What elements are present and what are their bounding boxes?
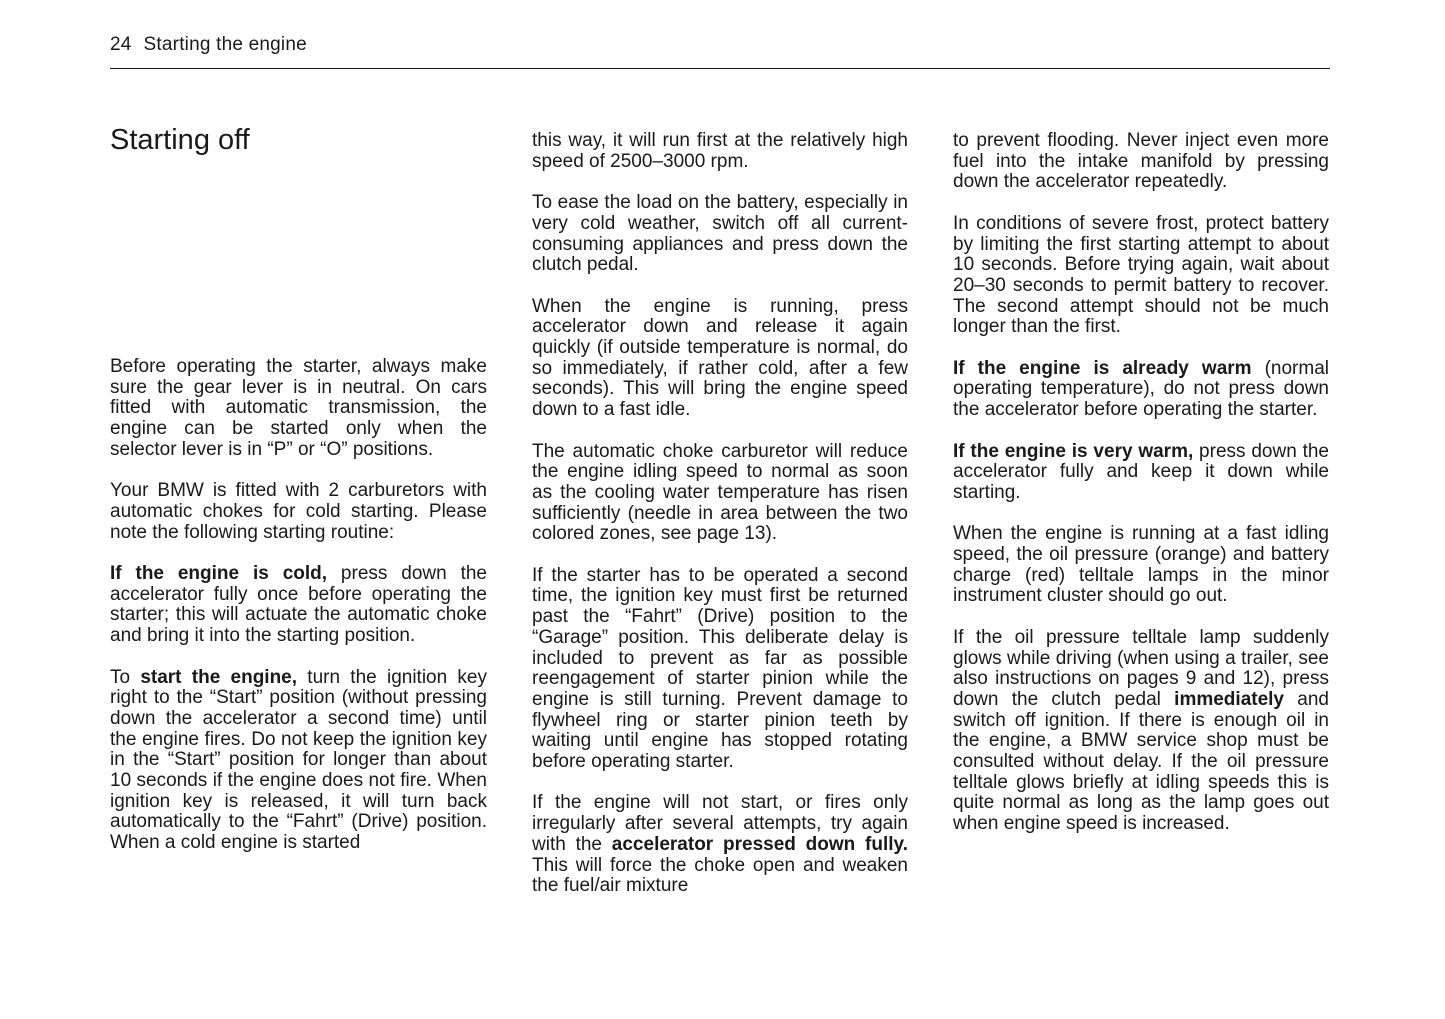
bold-lead: start the engine, [140,666,298,688]
paragraph: If the engine will not start, or fires only irregularly after several attempts, try again with the accelerator pressed down fully. This will force the choke open and weaken the fuel/air mixture [532,792,908,897]
paragraph: If the engine is already warm (normal operating temperature), do not press down the accelerator before operating the starter. [953,357,1329,421]
paragraph: If the engine is very warm, press down the accelerator fully and keep it down while starting. [953,440,1329,503]
paragraph: If the engine is cold, press down the accelerator fully once before operating the starter; this will actuate the automatic choke and bring it into the starting position. [110,563,487,647]
paragraph: When the engine is running, press accelerator down and release it again quickly (if outside temperature is normal, do so immediately, if rather cold, after a few seconds). This will bring the engine speed down to a fast idle. [532,295,908,421]
bold-emphasis: accelerator pressed down fully. [611,833,908,855]
text-column-1 [110,357,487,875]
header-rule [110,68,1330,69]
paragraph: If the oil pressure telltale lamp suddenly glows while driving (when using a trailer, see also instructions on pages 9 and 12), press down the clutch pedal immediately and switch off ignition. If there is enough oil in the engine, a BMW service shop must be consulted without delay. If the oil pressure telltale glows briefly at idling speeds this is quite normal as long as the lamp goes out when engine speed is increased. [953,626,1330,835]
paragraph: If the starter has to be operated a second time, the ignition key must first be returned past the “Fahrt” (Drive) position to the “Garage” position. This deliberate delay is included to prevent as far as possible reengagement of starter pinion while the engine is still turning. Prevent damage to flywheel ring or starter pinion teeth by waiting until engine has stopped rotating before operating starter. [532,564,908,773]
section-title: Starting off [110,124,250,156]
bold-lead: If the engine is already warm [953,357,1252,379]
paragraph: this way, it will run first at the relatively high speed of 2500–3000 rpm. [532,130,908,172]
bold-lead: If the engine is very warm, [953,440,1194,462]
running-head: Starting the engine [143,34,307,55]
text-column-3 [953,131,1329,856]
paragraph: Before operating the starter, always make sure the gear lever is in neutral. On cars fitted with automatic transmission, the engine can be started only when the selector lever is in “P” or “O” positions. [110,356,487,460]
text-column-2 [532,131,908,918]
paragraph: To start the engine, turn the ignition key right to the “Start” position (without pressing down the accelerator a second time) until the engine fires. Do not keep the ignition key in the “Start” position for longer than about 10 seconds if the engine does not fire. When ignition key is released, it will turn back automatically to the “Fahrt” (Drive) position. When a cold engine is started [110,666,488,854]
paragraph: The automatic choke carburetor will reduce the engine idling speed to normal as soon as the cooling water temperature has risen sufficiently (needle in area between the two colored zones, see page 13). [532,440,908,545]
bold-lead: If the engine is cold, [110,563,328,584]
page-header [110,34,307,56]
page-number: 24 [110,34,132,55]
paragraph: To ease the load on the battery, especially in very cold weather, switch off all current-consuming appliances and press down the clutch pedal. [532,192,908,276]
paragraph: Your BMW is fitted with 2 carburetors with automatic chokes for cold starting. Please note the following starting routine: [110,480,487,543]
paragraph: to prevent flooding. Never inject even more fuel into the intake manifold by pressing down the accelerator repeatedly. [953,130,1329,193]
paragraph: In conditions of severe frost, protect battery by limiting the first starting attempt to about 10 seconds. Before trying again, wait about 20–30 seconds to permit battery to recover. The second attempt should not be much longer than the first. [953,212,1329,338]
bold-emphasis: immediately [1174,688,1284,710]
paragraph: When the engine is running at a fast idling speed, the oil pressure (orange) and battery charge (red) telltale lamps in the minor instrument cluster should go out. [953,523,1329,607]
